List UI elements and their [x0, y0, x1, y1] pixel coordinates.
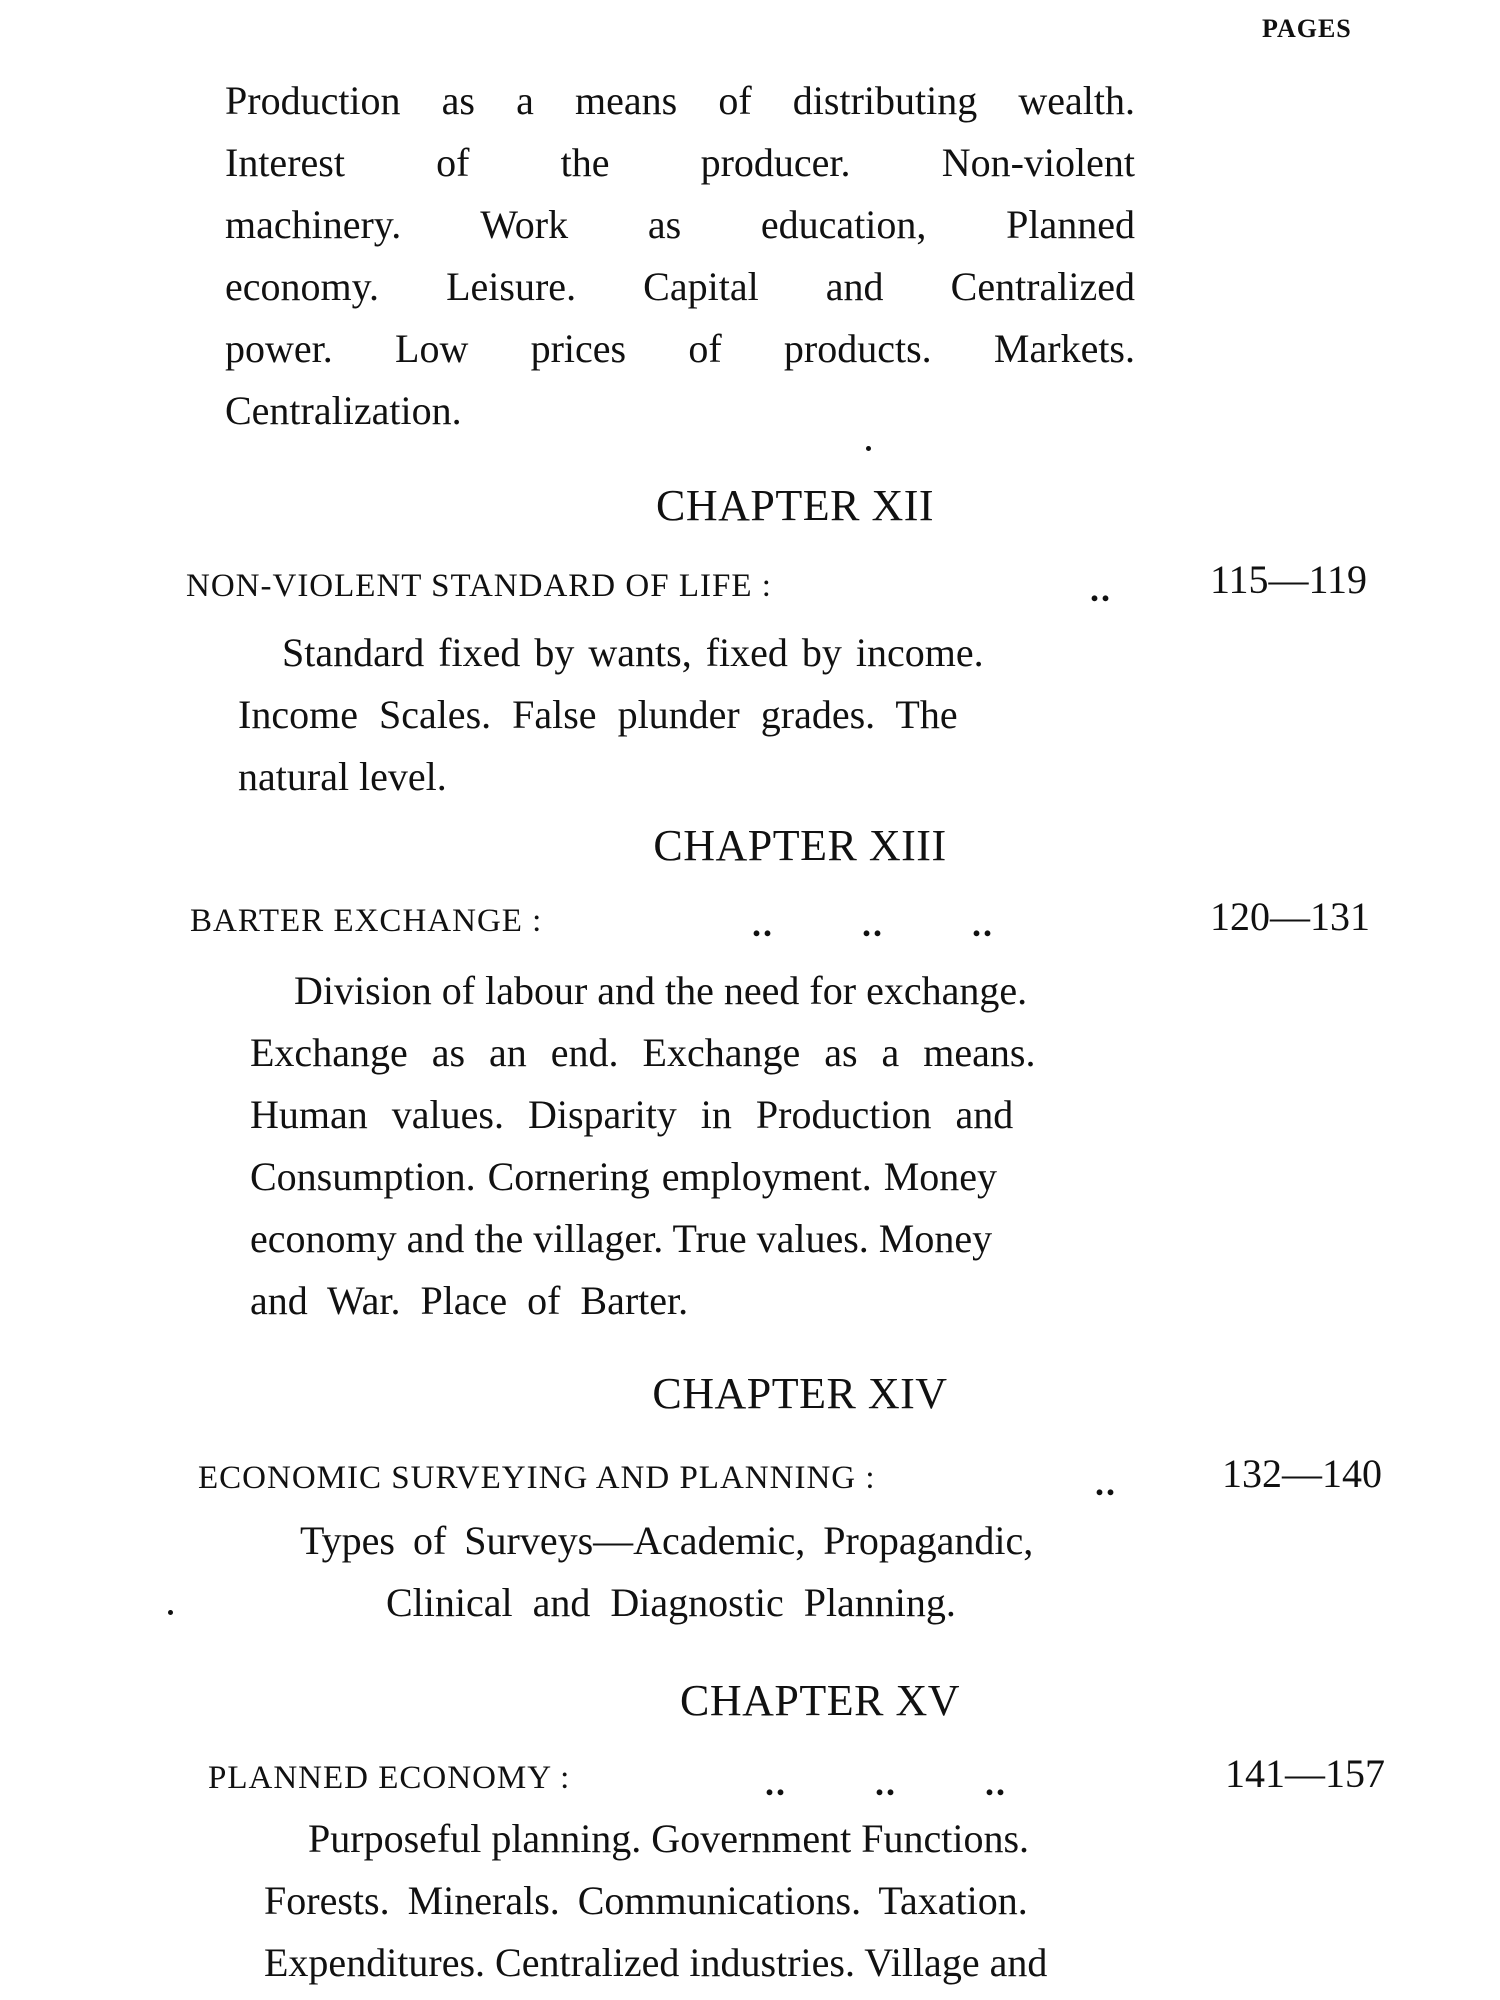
dot-leader: ..	[1095, 1463, 1117, 1503]
chapter-summary	[238, 622, 1138, 808]
chapter-title: NON-VIOLENT STANDARD OF LIFE :	[186, 568, 772, 604]
page-range: 132—140	[1222, 1451, 1382, 1496]
dot-leader: .. .. ..	[765, 1763, 1007, 1803]
summary-line: Types of Surveys—Academic, Propagandic,	[300, 1518, 1034, 1563]
summary-line: Production as a means of distributing wealth.	[225, 78, 1135, 123]
summary-line: Interest of the producer. Non-violent	[225, 140, 1135, 185]
page-range: 115—119	[1210, 557, 1368, 602]
summary-line: economy. Leisure. Capital and Centralized	[225, 264, 1135, 309]
dot-leader: .. .. ..	[752, 904, 994, 944]
chapter-summary	[264, 1808, 1184, 1994]
pages-column-header: PAGES	[1262, 14, 1352, 43]
summary-line: power. Low prices of products. Markets.	[225, 326, 1135, 371]
page-range: 120—131	[1210, 894, 1370, 939]
summary-line: machinery. Work as education, Planned	[225, 202, 1135, 247]
chapter-title: BARTER EXCHANGE :	[190, 903, 543, 939]
summary-line: Standard fixed by wants, fixed by income.	[282, 630, 984, 675]
summary-line: Forests. Minerals. Communications. Taxation.	[264, 1878, 1028, 1923]
stray-dot	[866, 446, 871, 451]
summary-line: and War. Place of Barter.	[250, 1278, 689, 1323]
summary-line: Exchange as an end. Exchange as a means.	[250, 1030, 1036, 1075]
chapter-heading: CHAPTER XV	[679, 1676, 961, 1725]
summary-line: Human values. Disparity in Production and	[250, 1092, 1014, 1137]
summary-line: Division of labour and the need for exchange.	[294, 968, 1028, 1013]
chapter-summary	[300, 1510, 1160, 1634]
chapter-summary	[250, 960, 1140, 1332]
chapter-heading: CHAPTER XIII	[653, 821, 947, 870]
stray-dot	[168, 1610, 173, 1615]
summary-line: Purposeful planning. Government Functions.	[308, 1816, 1030, 1861]
summary-line: Clinical and Diagnostic Planning.	[386, 1580, 956, 1625]
chapter-title: ECONOMIC SURVEYING AND PLANNING :	[198, 1460, 876, 1496]
page-range: 141—157	[1225, 1751, 1385, 1796]
chapter-title: PLANNED ECONOMY :	[208, 1760, 571, 1796]
summary-line: natural level.	[238, 754, 447, 799]
intro-summary	[225, 70, 1135, 442]
summary-line: economy and the villager. True values. Money	[250, 1216, 993, 1261]
dot-leader: ..	[1090, 569, 1112, 609]
summary-line: Income Scales. False plunder grades. The	[238, 692, 958, 737]
summary-line: Expenditures. Centralized industries. Village and	[264, 1940, 1048, 1985]
chapter-heading: CHAPTER XII	[655, 481, 935, 530]
summary-line: Consumption. Cornering employment. Money	[250, 1154, 998, 1199]
chapter-heading: CHAPTER XIV	[652, 1369, 948, 1418]
summary-line: Centralization.	[225, 388, 462, 433]
